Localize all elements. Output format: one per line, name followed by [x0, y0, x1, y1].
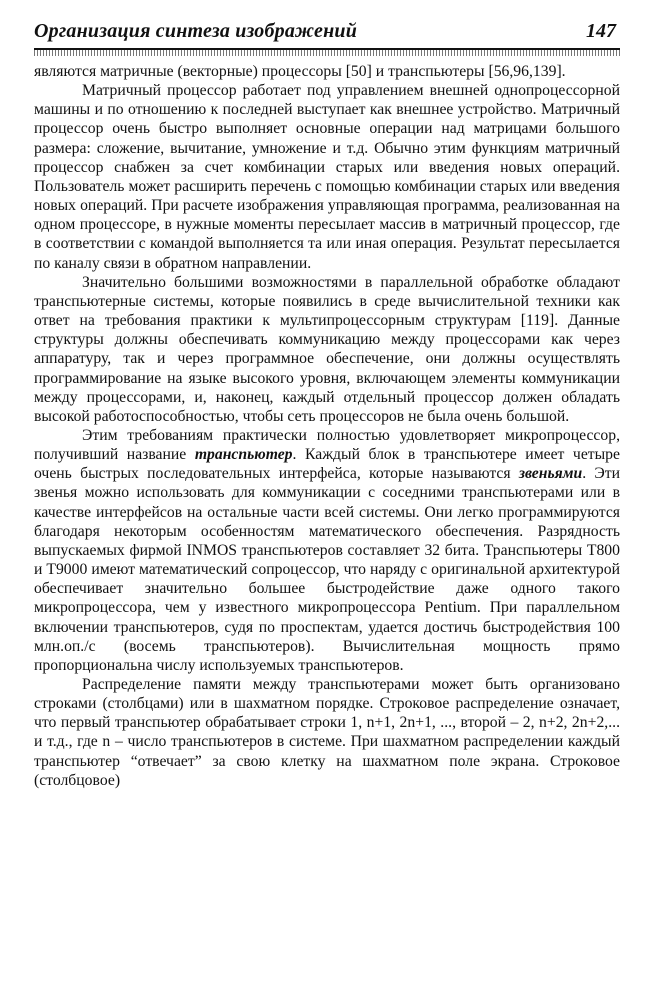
paragraph-text-part: . Эти звенья можно использовать для коммуникации с соседними транспьютерами или в качестве интерфейсов на остальные части всей системы. Они легко программируются благодаря некоторым особенностям математического обеспечения. Разрядность выпускаемых фирмой INMOS транспьютеров составляет 32 бита. Транспьютеры Т800 и Т9000 имеют математический сопроцессор, что наряду с оригинальной архитектурой обеспечивает значительно большее быстродействие даже одного такого микропроцессора, чем у известного микропроцессора Pentium. При параллельном включении транспьютеров, судя по проспектам, удается достичь быстродействия 100 млн.оп./с (восемь транспьютеров). Вычислительная мощность прямо пропорциональна числу используемых транспьютеров. — [34, 465, 620, 674]
term-transputer: транспьютер — [194, 446, 293, 464]
paragraph-text-part: . Каждый блок в транспьютере имеет четыре очень быстрых последовательных интерфейса, которые называются — [34, 446, 620, 483]
book-page — [34, 12, 620, 982]
paragraph-memory-distribution: Распределение памяти между транспьютерами может быть организовано строками (столбцами) или в шахматном порядке. Строковое распределение означает, что первый транспьютер обрабатывает строки 1, n+1, 2n+1, ..., второй – 2, n+2, 2n+2,... и т.д., где n – число транспьютеров в системе. При шахматном распределении каждый транспьютер “отвечает” за свою клетку на шахматном поле экрана. Строковое (столбцовое) — [34, 676, 620, 789]
paragraph-matrix-processor: Матричный процессор работает под управлением внешней однопроцессорной машины и по отношению к последней выступает как внешнее устройство. Матричный процессор очень быстро выполняет основные операции над матрицами большого размера: сложение, вычитание, умножение и т.д. Обычно этим функциям матричный процессор снабжен за счет комбинации старых или введения новых операций. Пользователь может расширить перечень с помощью комбинации старых или введения новых операций. При расчете изображения управляющая программа, реализованная на одном процессоре, в нужные моменты пересылает массив в матричный процессор, где в соответствии с командой выполняется та или иная операция. Результат пересылается по каналу связи в обратном направлении. — [34, 82, 620, 272]
paragraph-transputer-systems: Значительно большими возможностями в параллельной обработке обладают транспьютерные системы, которые появились в среде вычислительной техники как ответ на требования практики к мультипроцессорным структурам [119]. Данные структуры должны обеспечивать коммуникацию между процессорами как через аппаратуру, так и через программное обеспечение, они должны осуществлять программирование на языке высокого уровня, включающем элементы коммуникации между процессорами, и, наконец, каждый отдельный процессор должен обладать высокой работоспособностью, чтобы сеть процессоров не была очень большой. — [34, 273, 620, 425]
running-title: Организация синтеза изображений — [34, 20, 358, 42]
paragraph-continuation: являются матричные (векторные) процессоры [50] и транспьютеры [56,96,139]. — [34, 63, 566, 80]
page-header — [34, 12, 620, 46]
paragraph-transputer-definition — [34, 426, 620, 675]
page-number: 147 — [586, 20, 616, 42]
header-rule — [34, 48, 620, 56]
term-links: звеньями — [518, 465, 583, 483]
paragraph-text-part: Этим требованиям практически полностью удовлетворяет микропроцессор, получивший название — [34, 426, 620, 464]
page-body — [34, 62, 620, 790]
